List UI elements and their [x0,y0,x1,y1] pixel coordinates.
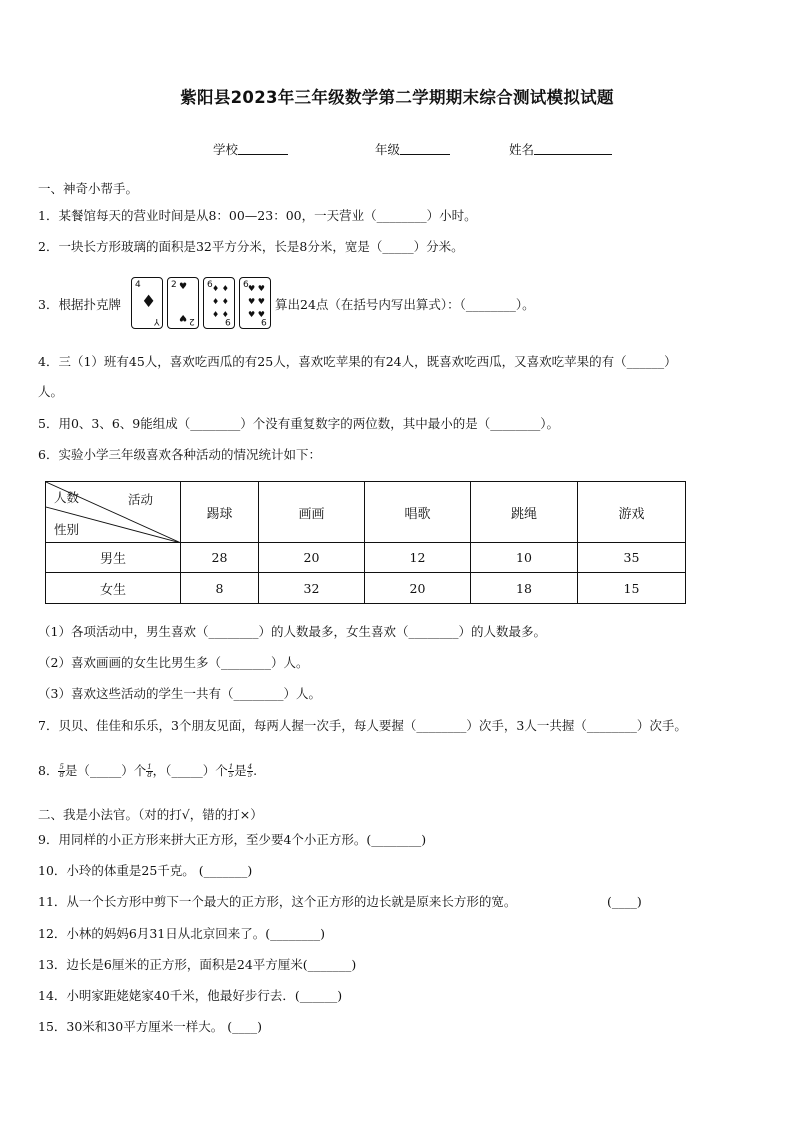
question-14: 14．小明家距姥姥家40千米，他最好步行去．(______) [38,988,343,1003]
answer-blank[interactable]: _______ [307,957,352,972]
table-cell: 35 [578,543,686,573]
table-header-row [46,482,686,543]
card-two-of-hearts: 2 ♥ ♥ 2 [167,277,199,329]
playing-cards [131,277,272,330]
question-4: 4．三（1）班有45人，喜欢吃西瓜的有25人，喜欢吃苹果的有24人，既喜欢吃西瓜，又喜欢吃苹果的有（______） [38,354,677,369]
answer-blank[interactable]: ________ [233,686,284,701]
diamond-icon: ♦ [141,292,157,312]
corner-activity-label: 活动 [128,492,154,507]
name-field[interactable] [509,143,612,157]
heart-icon: ♥ [179,312,188,322]
column-header: 游戏 [578,482,686,543]
question-6-3: （3）喜欢这些活动的学生一共有（________）人。 [38,686,321,701]
heart-icon: ♥ ♥ [248,310,265,319]
diamond-icon: ♦ ♦ [212,284,229,293]
section1-heading: 一、神奇小帮手。 [38,181,139,196]
table-cell: 32 [259,573,365,604]
fraction: $\frac{1}{8}$ [147,763,152,779]
question-3-suffix: 算出24点（在括号内写出算式）：（________）。 [275,297,535,312]
answer-blank[interactable]: ________ [490,416,541,431]
diamond-icon: ♦ ♦ [212,310,229,319]
page-title: 紫阳县2023年三年级数学第二学期期末综合测试模拟试题 [180,88,614,107]
table-cell: 28 [181,543,259,573]
question-7: 7．贝贝、佳佳和乐乐，3个朋友见面，每两人握一次手，每人要握（________）次手，3人一共握（________）次手。 [38,718,687,733]
corner-count-label: 人数 [54,490,80,505]
fraction: $\frac{1}{5}$ [228,763,234,779]
answer-blank[interactable]: _____ [171,763,203,778]
question-2: 2．一块长方形玻璃的面积是32平方分米，长是8分米，宽是（_____）分米。 [38,239,464,254]
grade-field[interactable] [375,143,450,157]
answer-blank[interactable]: ________ [586,718,637,733]
heart-icon: ♥ ♥ [248,284,265,293]
question-11: 11．从一个长方形中剪下一个最大的正方形，这个正方形的边长就是原来长方形的宽。 [38,894,517,909]
section2-heading: 二、我是小法官。（对的打√，错的打×） [38,807,263,822]
answer-blank[interactable]: ________ [408,624,459,639]
answer-blank[interactable]: ________ [465,297,516,312]
question-3-prefix: 3．根据扑克牌 [38,297,121,312]
column-header: 画画 [259,482,365,543]
question-13: 13．边长是6厘米的正方形，面积是24平方厘米(_______) [38,957,357,972]
fraction: $\frac{5}{8}$ [59,763,64,779]
card-four-of-diamonds: 4 ♦ Y [131,277,163,329]
column-header: 跳绳 [471,482,578,543]
question-11-answer: (____) [607,894,642,909]
question-1: 1．某餐馆每天的营业时间是从8：00—23：00，一天营业（________）小时。 [38,208,477,223]
card-six-of-hearts: 6 ♥ ♥ ♥ ♥ ♥ ♥ 9 [239,277,271,329]
question-5: 5．用0、3、6、9能组成（________）个没有重复数字的两位数，其中最小的是（________）。 [38,416,560,431]
answer-blank[interactable]: ____ [232,1019,258,1034]
question-6-2: （2）喜欢画画的女生比男生多（________）人。 [38,655,309,670]
answer-blank[interactable]: _____ [382,239,414,254]
question-10: 10．小玲的体重是25千克。 (_______) [38,863,253,878]
question-9: 9．用同样的小正方形来拼大正方形，至少要4个小正方形。(________) [38,832,427,847]
question-4-line2: 人。 [38,384,64,399]
answer-blank[interactable]: ________ [270,926,321,941]
question-8: 8． $\frac{5}{8}$ 是（_____）个 $\frac{1}{8}$ ，（_____）个 $\frac{1}{5}$ 是 $\frac{4}{5}$ . [38,763,258,779]
row-label: 男生 [46,543,181,573]
table-cell: 20 [365,573,471,604]
table-cell: 8 [181,573,259,604]
question-6: 6．实验小学三年级喜欢各种活动的情况统计如下： [38,447,321,462]
answer-blank[interactable]: ____ [611,894,637,909]
column-header: 唱歌 [365,482,471,543]
school-field[interactable] [213,143,288,157]
table-cell: 15 [578,573,686,604]
column-header: 踢球 [181,482,259,543]
answer-blank[interactable]: ________ [220,655,271,670]
table-row [46,573,686,604]
row-label: 女生 [46,573,181,604]
activity-stats-table [45,481,686,604]
card-six-of-diamonds: 6 ♦ ♦ ♦ ♦ ♦ ♦ 9 [203,277,235,329]
grade-label: 年级 [375,142,401,157]
question-6-1: （1）各项活动中，男生喜欢（________）的人数最多，女生喜欢（________）的人数最多。 [38,624,546,639]
answer-blank[interactable]: ______ [299,988,338,1003]
school-label: 学校 [213,142,239,157]
fraction: $\frac{4}{5}$ [247,763,253,779]
answer-blank[interactable]: ______ [626,354,665,369]
corner-gender-label: 性别 [54,522,80,537]
heart-icon: ♥ ♥ [248,297,265,306]
table-row [46,543,686,573]
answer-blank[interactable]: ________ [208,624,259,639]
table-corner-cell [46,482,181,543]
answer-blank[interactable]: _____ [89,763,122,778]
school-underline[interactable] [238,143,288,155]
answer-blank[interactable]: ________ [371,832,422,847]
question-12: 12．小林的妈妈6月31日从北京回来了。(________) [38,926,326,941]
diamond-icon: ♦ ♦ [212,297,229,306]
table-cell: 10 [471,543,578,573]
heart-icon: ♥ [179,282,188,292]
answer-blank[interactable]: ________ [190,416,241,431]
grade-underline[interactable] [400,143,450,155]
answer-blank[interactable]: _______ [203,863,248,878]
question-15: 15．30米和30平方厘米一样大。 (____) [38,1019,262,1034]
name-underline[interactable] [534,143,612,155]
answer-blank[interactable]: ________ [416,718,467,733]
answer-blank[interactable]: ________ [376,208,427,223]
name-label: 姓名 [509,142,535,157]
table-cell: 12 [365,543,471,573]
table-cell: 18 [471,573,578,604]
table-cell: 20 [259,543,365,573]
